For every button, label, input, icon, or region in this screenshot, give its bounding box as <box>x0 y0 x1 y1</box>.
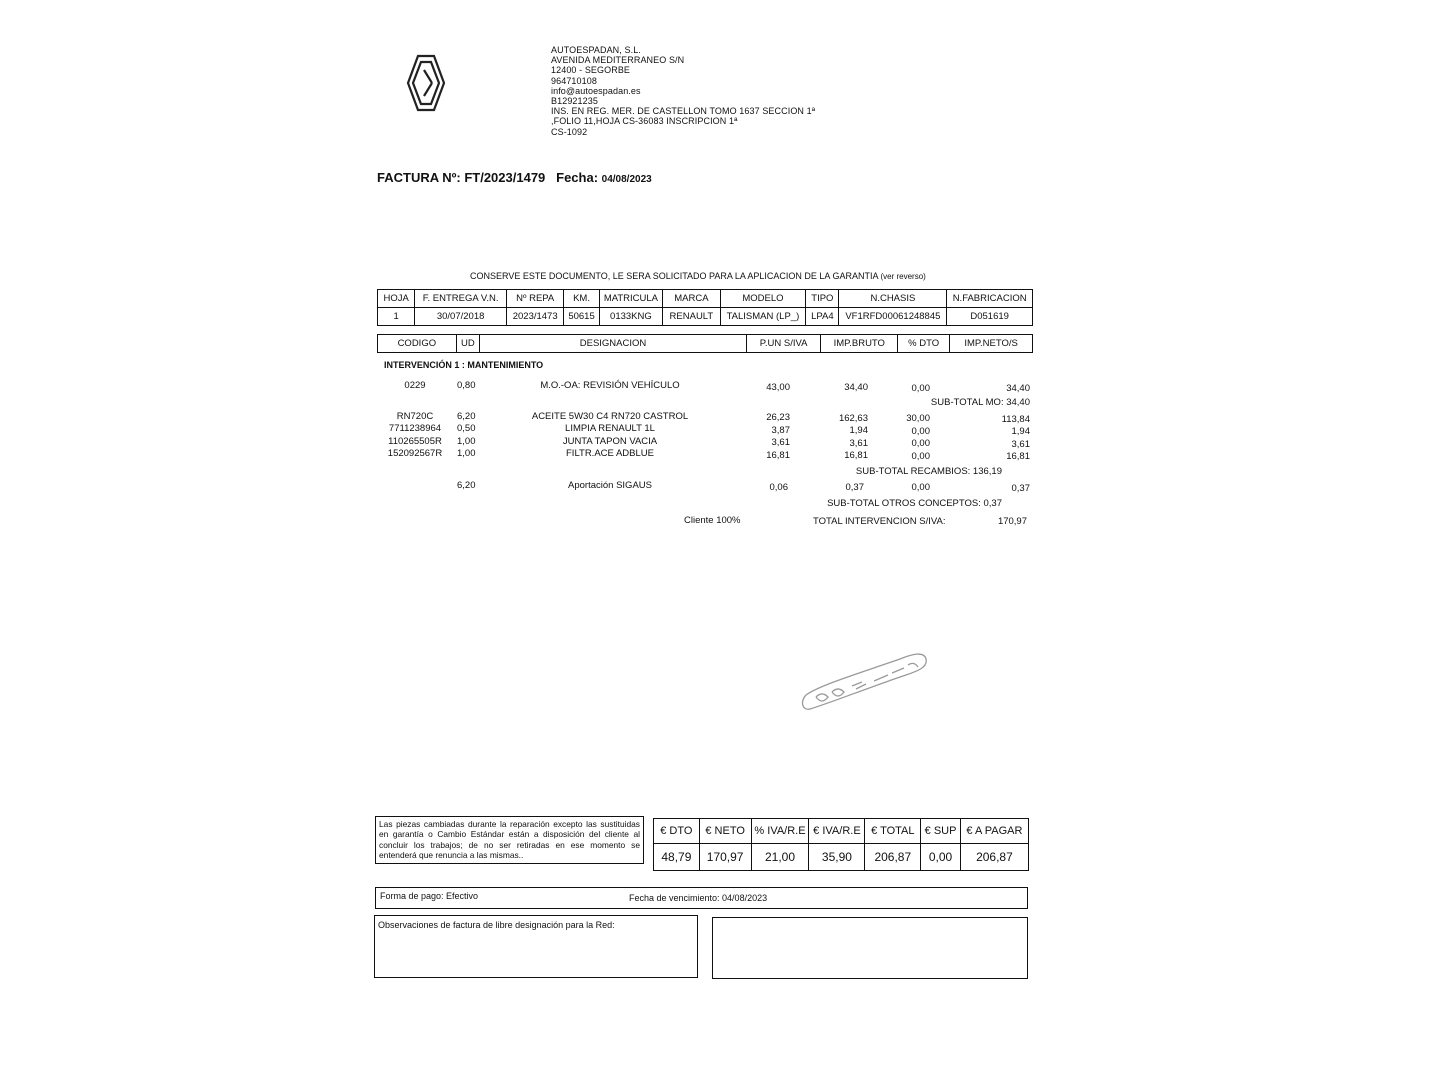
line-code: 152092567R <box>387 448 443 459</box>
line-qty: 6,20 <box>457 411 476 422</box>
header-cell: P.UN S/IVA <box>746 335 821 353</box>
parts-notice-text: Las piezas cambiadas durante la reparación excepto las sustituidas en garantía o Cambio Estándar están a disposición del cliente al concluir los trabajos; de no ser retiradas en ese momento se entenderá que renuncia a las mismas.. <box>379 819 640 861</box>
header-cell: % DTO <box>898 335 950 353</box>
header-cell: IMP.BRUTO <box>821 335 898 353</box>
company-line: AVENIDA MEDITERRANEO S/N <box>551 55 685 66</box>
value-cell: 1 <box>378 308 415 326</box>
line-code: 110265505R <box>388 436 442 447</box>
company-line: 12400 - SEGORBE <box>551 65 631 76</box>
payment-due-date: Fecha de vencimiento: 04/08/2023 <box>629 893 768 903</box>
totals-header-cell: € TOTAL <box>865 819 921 844</box>
line-unit: 3,61 <box>771 437 790 448</box>
totals-value-cell: 35,90 <box>809 844 865 871</box>
line-discount: 30,00 <box>906 413 930 424</box>
line-gross: 1,94 <box>849 425 868 436</box>
line-gross: 162,63 <box>838 413 868 424</box>
company-line: 964710108 <box>551 75 597 86</box>
header-cell: MARCA <box>663 290 720 308</box>
intervention-title: INTERVENCIÓN 1 : MANTENIMIENTO <box>384 360 544 370</box>
line-discount: 0,00 <box>911 383 930 394</box>
line-qty: 0,80 <box>457 380 476 391</box>
line-discount: 0,00 <box>911 482 930 493</box>
header-cell: KM. <box>564 290 599 308</box>
line-discount: 0,00 <box>911 451 930 462</box>
header-cell: Nº REPA <box>506 290 563 308</box>
header-cell: MATRICULA <box>599 290 662 308</box>
company-line: ,FOLIO 11,HOJA CS-36083 INSCRIPCION 1ª <box>551 116 738 127</box>
header-cell: CODIGO <box>378 335 457 353</box>
totals-value-cell: 206,87 <box>960 844 1028 871</box>
header-cell: TIPO <box>806 290 839 308</box>
parts-notice-box <box>375 816 644 864</box>
line-unit: 3,87 <box>771 425 790 436</box>
totals-header-cell: € A PAGAR <box>960 819 1028 844</box>
invoice-date: 04/08/2023 <box>601 174 652 185</box>
invoice-date-label: Fecha: <box>556 170 599 185</box>
warranty-small: (ver reverso) <box>880 272 926 281</box>
subtotal-other: SUB-TOTAL OTROS CONCEPTOS: 0,37 <box>827 498 1002 509</box>
vehicle-header-row <box>378 290 1033 308</box>
line-net: 34,40 <box>1006 383 1030 394</box>
value-cell: 0133KNG <box>599 308 662 326</box>
observations-label: Observaciones de factura de libre designación para la Red: <box>378 920 615 930</box>
renault-logo <box>404 52 448 114</box>
vehicle-value-row <box>378 308 1033 326</box>
line-gross: 3,61 <box>849 438 868 449</box>
client-percentage: Cliente 100% <box>684 515 741 526</box>
observations-box <box>374 915 698 978</box>
lines-header <box>377 334 1033 353</box>
value-cell: RENAULT <box>663 308 720 326</box>
redacted-box <box>712 917 1028 979</box>
line-code: 0229 <box>404 380 426 391</box>
payment-box <box>375 887 1028 909</box>
warranty-notice <box>470 271 926 281</box>
line-qty: 1,00 <box>457 448 476 459</box>
line-desc: Aportación SIGAUS <box>568 480 652 491</box>
header-cell: F. ENTREGA V.N. <box>415 290 507 308</box>
line-net: 3,61 <box>1011 439 1030 450</box>
totals-header-row <box>654 819 1029 844</box>
subtotal-parts: SUB-TOTAL RECAMBIOS: 136,19 <box>855 466 1002 477</box>
company-line: info@autoespadan.es <box>551 85 641 96</box>
totals-value-cell: 48,79 <box>654 844 700 871</box>
value-cell: 30/07/2018 <box>415 308 507 326</box>
header-cell: DESIGNACION <box>480 335 747 353</box>
header-cell: N.CHASIS <box>839 290 947 308</box>
line-desc: M.O.-OA: REVISIÓN VEHÍCULO <box>540 380 680 391</box>
line-unit: 43,00 <box>766 382 790 393</box>
totals-table <box>653 818 1029 871</box>
line-desc: LIMPIA RENAULT 1L <box>565 423 655 434</box>
value-cell: D051619 <box>947 308 1033 326</box>
total-intervention-label: TOTAL INTERVENCION S/IVA: <box>813 516 946 527</box>
line-unit: 0,06 <box>769 482 788 493</box>
value-cell: TALISMAN (LP_) <box>720 308 806 326</box>
line-code: 7711238964 <box>388 423 442 434</box>
line-gross: 0,37 <box>845 482 864 493</box>
line-gross: 34,40 <box>844 382 868 393</box>
totals-value-cell: 21,00 <box>751 844 809 871</box>
company-line: INS. EN REG. MER. DE CASTELLON TOMO 1637 SECCION 1ª <box>551 106 816 117</box>
line-net: 16,81 <box>1006 451 1030 462</box>
header-cell: HOJA <box>378 290 415 308</box>
vehicle-table <box>377 289 1033 326</box>
header-cell: IMP.NETO/S <box>950 335 1033 353</box>
warranty-text: CONSERVE ESTE DOCUMENTO, LE SERA SOLICITADO PARA LA APLICACION DE LA GARANTIA <box>470 271 878 281</box>
line-net: 0,37 <box>1011 483 1030 494</box>
company-line: CS-1092 <box>551 126 588 137</box>
totals-value-cell: 206,87 <box>865 844 921 871</box>
invoice-title <box>377 170 652 185</box>
totals-header-cell: € DTO <box>654 819 700 844</box>
company-line: AUTOESPADAN, S.L. <box>551 45 641 55</box>
invoice-label: FACTURA Nº: <box>377 170 461 185</box>
company-line: B12921235 <box>551 96 598 107</box>
totals-header-cell: € IVA/R.E <box>809 819 865 844</box>
value-cell: 2023/1473 <box>506 308 563 326</box>
header-cell: UD <box>456 335 480 353</box>
line-qty: 1,00 <box>457 436 476 447</box>
invoice-number: FT/2023/1479 <box>464 170 546 185</box>
line-net: 113,84 <box>1001 414 1030 425</box>
header-cell: N.FABRICACION <box>947 290 1033 308</box>
line-discount: 0,00 <box>911 438 930 449</box>
total-intervention-value: 170,97 <box>997 516 1027 527</box>
stamp-mark <box>800 645 930 715</box>
totals-header-cell: € NETO <box>699 819 751 844</box>
line-unit: 16,81 <box>766 450 790 461</box>
totals-value-cell: 170,97 <box>699 844 751 871</box>
totals-value-cell: 0,00 <box>921 844 961 871</box>
line-desc: FILTR.ACE ADBLUE <box>566 448 654 459</box>
value-cell: 50615 <box>564 308 599 326</box>
line-net: 1,94 <box>1011 426 1030 437</box>
totals-value-row <box>654 844 1029 871</box>
company-info <box>551 45 815 137</box>
line-gross: 16,81 <box>844 450 868 461</box>
header-cell: MODELO <box>720 290 806 308</box>
line-qty: 6,20 <box>457 480 476 491</box>
line-code: RN720C <box>396 411 434 422</box>
totals-header-cell: % IVA/R.E <box>751 819 809 844</box>
value-cell: LPA4 <box>806 308 839 326</box>
line-qty: 0,50 <box>457 423 476 434</box>
totals-header-cell: € SUP <box>921 819 961 844</box>
payment-method: Forma de pago: Efectivo <box>380 891 479 901</box>
line-desc: JUNTA TAPON VACIA <box>562 436 658 447</box>
line-discount: 0,00 <box>911 426 930 437</box>
value-cell: VF1RFD00061248845 <box>839 308 947 326</box>
line-unit: 26,23 <box>766 412 790 423</box>
line-desc: ACEITE 5W30 C4 RN720 CASTROL <box>531 411 689 422</box>
subtotal-labor: SUB-TOTAL MO: 34,40 <box>930 397 1030 408</box>
